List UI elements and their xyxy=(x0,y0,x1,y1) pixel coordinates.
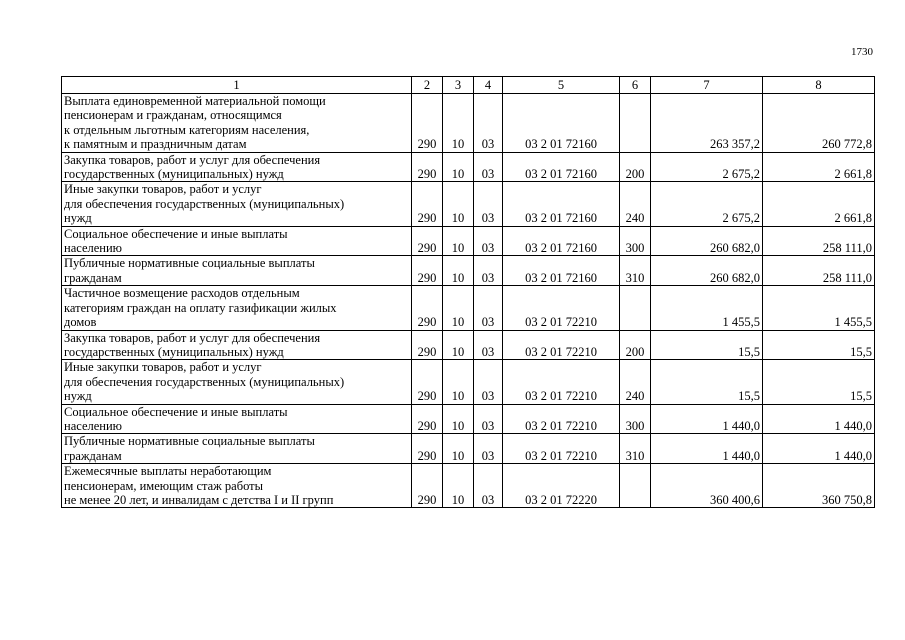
table-row xyxy=(62,286,875,330)
code-item-cell: 03 xyxy=(474,182,503,226)
column-header: 6 xyxy=(620,77,651,94)
column-header: 2 xyxy=(412,77,443,94)
expense-type-cell xyxy=(620,94,651,153)
target-article-cell: 03 2 01 72210 xyxy=(503,286,620,330)
code-section-cell: 290 xyxy=(412,404,443,434)
target-article-cell: 03 2 01 72220 xyxy=(503,464,620,508)
code-subsection-cell: 10 xyxy=(443,226,474,256)
table-row xyxy=(62,94,875,153)
amount-year2-cell: 2 661,8 xyxy=(763,152,875,182)
amount-year1-cell: 15,5 xyxy=(651,330,763,360)
target-article-cell: 03 2 01 72160 xyxy=(503,94,620,153)
code-subsection-cell: 10 xyxy=(443,256,474,286)
expense-type-cell: 300 xyxy=(620,404,651,434)
row-name-cell: Ежемесячные выплаты неработающим пенсионерам, имеющим стаж работы не менее 20 лет, и инвалидам с детства I и II групп xyxy=(62,464,412,508)
table-row xyxy=(62,434,875,464)
code-item-cell: 03 xyxy=(474,464,503,508)
amount-year2-cell: 1 440,0 xyxy=(763,404,875,434)
code-section-cell: 290 xyxy=(412,226,443,256)
code-item-cell: 03 xyxy=(474,152,503,182)
amount-year1-cell: 2 675,2 xyxy=(651,152,763,182)
table-row xyxy=(62,464,875,508)
table-row xyxy=(62,152,875,182)
table-row xyxy=(62,404,875,434)
code-item-cell: 03 xyxy=(474,286,503,330)
code-section-cell: 290 xyxy=(412,434,443,464)
amount-year2-cell: 360 750,8 xyxy=(763,464,875,508)
budget-table xyxy=(61,76,875,508)
amount-year1-cell: 1 455,5 xyxy=(651,286,763,330)
amount-year2-cell: 15,5 xyxy=(763,330,875,360)
code-subsection-cell: 10 xyxy=(443,152,474,182)
column-header: 3 xyxy=(443,77,474,94)
amount-year1-cell: 260 682,0 xyxy=(651,226,763,256)
table-row xyxy=(62,226,875,256)
table-row xyxy=(62,256,875,286)
amount-year2-cell: 260 772,8 xyxy=(763,94,875,153)
target-article-cell: 03 2 01 72160 xyxy=(503,226,620,256)
row-name-cell: Закупка товаров, работ и услуг для обеспечения государственных (муниципальных) нужд xyxy=(62,330,412,360)
code-item-cell: 03 xyxy=(474,94,503,153)
amount-year1-cell: 1 440,0 xyxy=(651,434,763,464)
row-name-cell: Иные закупки товаров, работ и услуг для обеспечения государственных (муниципальных) нужд xyxy=(62,360,412,404)
expense-type-cell: 300 xyxy=(620,226,651,256)
code-subsection-cell: 10 xyxy=(443,286,474,330)
code-subsection-cell: 10 xyxy=(443,182,474,226)
amount-year1-cell: 260 682,0 xyxy=(651,256,763,286)
amount-year1-cell: 15,5 xyxy=(651,360,763,404)
row-name-cell: Частичное возмещение расходов отдельным категориям граждан на оплату газификации жилых домов xyxy=(62,286,412,330)
code-subsection-cell: 10 xyxy=(443,434,474,464)
column-header: 4 xyxy=(474,77,503,94)
expense-type-cell: 310 xyxy=(620,434,651,464)
code-subsection-cell: 10 xyxy=(443,360,474,404)
code-item-cell: 03 xyxy=(474,226,503,256)
amount-year2-cell: 15,5 xyxy=(763,360,875,404)
code-subsection-cell: 10 xyxy=(443,330,474,360)
amount-year1-cell: 1 440,0 xyxy=(651,404,763,434)
header-row xyxy=(62,77,875,94)
code-section-cell: 290 xyxy=(412,330,443,360)
target-article-cell: 03 2 01 72210 xyxy=(503,404,620,434)
target-article-cell: 03 2 01 72210 xyxy=(503,360,620,404)
row-name-cell: Социальное обеспечение и иные выплаты населению xyxy=(62,404,412,434)
code-item-cell: 03 xyxy=(474,256,503,286)
code-section-cell: 290 xyxy=(412,286,443,330)
code-subsection-cell: 10 xyxy=(443,464,474,508)
table-row xyxy=(62,330,875,360)
code-section-cell: 290 xyxy=(412,464,443,508)
code-section-cell: 290 xyxy=(412,360,443,404)
row-name-cell: Иные закупки товаров, работ и услуг для обеспечения государственных (муниципальных) нужд xyxy=(62,182,412,226)
row-name-cell: Социальное обеспечение и иные выплаты населению xyxy=(62,226,412,256)
amount-year1-cell: 263 357,2 xyxy=(651,94,763,153)
code-section-cell: 290 xyxy=(412,152,443,182)
row-name-cell: Закупка товаров, работ и услуг для обеспечения государственных (муниципальных) нужд xyxy=(62,152,412,182)
amount-year2-cell: 258 111,0 xyxy=(763,226,875,256)
amount-year2-cell: 1 440,0 xyxy=(763,434,875,464)
target-article-cell: 03 2 01 72160 xyxy=(503,152,620,182)
expense-type-cell xyxy=(620,464,651,508)
amount-year2-cell: 2 661,8 xyxy=(763,182,875,226)
code-section-cell: 290 xyxy=(412,94,443,153)
row-name-cell: Публичные нормативные социальные выплаты гражданам xyxy=(62,434,412,464)
row-name-cell: Выплата единовременной материальной помощи пенсионерам и гражданам, относящимся к отдельным льготным категориям населения, к памятным и праздничным датам xyxy=(62,94,412,153)
code-item-cell: 03 xyxy=(474,330,503,360)
table-row xyxy=(62,360,875,404)
page-number: 1730 xyxy=(851,46,873,58)
column-header: 1 xyxy=(62,77,412,94)
amount-year2-cell: 258 111,0 xyxy=(763,256,875,286)
amount-year1-cell: 360 400,6 xyxy=(651,464,763,508)
code-section-cell: 290 xyxy=(412,256,443,286)
expense-type-cell: 200 xyxy=(620,330,651,360)
column-header: 8 xyxy=(763,77,875,94)
expense-type-cell: 200 xyxy=(620,152,651,182)
column-header: 7 xyxy=(651,77,763,94)
code-subsection-cell: 10 xyxy=(443,404,474,434)
table-body xyxy=(62,77,875,508)
code-item-cell: 03 xyxy=(474,360,503,404)
expense-type-cell: 240 xyxy=(620,360,651,404)
target-article-cell: 03 2 01 72160 xyxy=(503,182,620,226)
expense-type-cell: 240 xyxy=(620,182,651,226)
target-article-cell: 03 2 01 72160 xyxy=(503,256,620,286)
code-item-cell: 03 xyxy=(474,434,503,464)
code-subsection-cell: 10 xyxy=(443,94,474,153)
code-section-cell: 290 xyxy=(412,182,443,226)
amount-year2-cell: 1 455,5 xyxy=(763,286,875,330)
column-header: 5 xyxy=(503,77,620,94)
expense-type-cell: 310 xyxy=(620,256,651,286)
target-article-cell: 03 2 01 72210 xyxy=(503,434,620,464)
table-row xyxy=(62,182,875,226)
amount-year1-cell: 2 675,2 xyxy=(651,182,763,226)
expense-type-cell xyxy=(620,286,651,330)
target-article-cell: 03 2 01 72210 xyxy=(503,330,620,360)
row-name-cell: Публичные нормативные социальные выплаты гражданам xyxy=(62,256,412,286)
code-item-cell: 03 xyxy=(474,404,503,434)
